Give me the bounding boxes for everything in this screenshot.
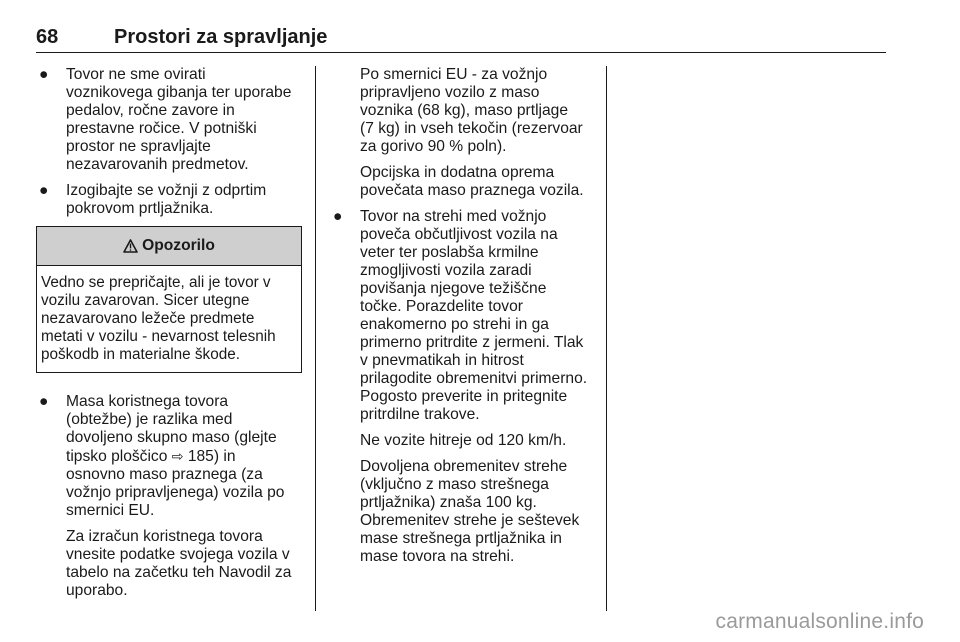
- bullet-item: [330, 208, 595, 424]
- paragraph: [330, 432, 595, 450]
- text-line: Masa koristnega tovora: [66, 393, 229, 410]
- text-line: prtljažnika) znaša 100 kg.: [360, 494, 537, 511]
- text-line: pritrdilne trakove.: [360, 406, 480, 423]
- text-line: poveča občutljivost vozila na: [360, 226, 558, 243]
- text-line: za gorivo 90 % poln).: [360, 138, 507, 155]
- bullet-text: [66, 66, 302, 174]
- text-line: metati v vozilu - nevarnost telesnih: [41, 328, 276, 345]
- bullet-item: [36, 182, 302, 218]
- chapter-title: Prostori za spravljanje: [114, 26, 328, 48]
- text-line: povečata maso praznega vozila.: [360, 182, 584, 199]
- bullet-item: [36, 393, 302, 520]
- text-line: pedalov, ročne zavore in: [66, 102, 235, 119]
- text-line: mase strešnega prtljažnika in: [360, 530, 562, 547]
- text-line: smernici EU.: [66, 502, 155, 519]
- text-line: uporabo.: [66, 582, 128, 599]
- bullet-item: [36, 66, 302, 174]
- text-line: vozilu zavarovan. Sicer utegne: [41, 292, 250, 309]
- text-line: voznika (68 kg), maso prtljage: [360, 102, 569, 119]
- text-line: Tovor ne sme ovirati: [66, 66, 206, 83]
- text-line: mase tovora na strehi.: [360, 548, 515, 565]
- reference-page-link[interactable]: 185: [187, 448, 214, 465]
- column-middle: [330, 66, 595, 574]
- text-line: Opcijska in dodatna oprema: [360, 164, 555, 181]
- text-line: enakomerno po strehi in ga: [360, 316, 549, 333]
- text-line: dovoljeno skupno maso (glejte: [66, 429, 277, 446]
- warning-box: [36, 226, 302, 373]
- text-line: Vedno se prepričajte, ali je tovor v: [41, 274, 271, 291]
- text-line: Izogibajte se vožnji z odprtim: [66, 182, 267, 199]
- paragraph: [360, 66, 595, 156]
- text-line: točke. Porazdelite tovor: [360, 298, 523, 315]
- column-divider: [315, 66, 316, 611]
- text-line: prestavne ročice. V potniški: [66, 120, 257, 137]
- text-line: osnovno maso praznega (za: [66, 466, 263, 483]
- page-header: [36, 26, 886, 53]
- text-line: vožnjo pripravljenega) vozila po: [66, 484, 285, 501]
- text-line: poškodb in materialne škode.: [41, 346, 240, 363]
- text-line: Po smernici EU - za vožnjo: [360, 66, 548, 83]
- text-line: nezavarovanih predmetov.: [66, 156, 249, 173]
- paragraph: [36, 528, 302, 600]
- text-line: pokrovom prtljažnika.: [66, 200, 214, 217]
- text-line: (obtežbe) je razlika med: [66, 411, 233, 428]
- text-line: pripravljeno vozilo z maso: [360, 84, 540, 101]
- warning-body: [37, 266, 301, 372]
- text-line: Za izračun koristnega tovora: [66, 528, 263, 545]
- text-line: nezavarovano ležeče predmete: [41, 310, 255, 327]
- text-line: vnesite podatke svojega vozila v: [66, 546, 290, 563]
- warning-triangle-icon: [123, 239, 138, 253]
- page-reference-arrow-icon: ⇨: [171, 448, 184, 464]
- warning-title: Opozorilo: [142, 237, 215, 254]
- page-number: 68: [36, 26, 59, 48]
- paragraph: [330, 458, 595, 566]
- text-line: (7 kg) in vseh tekočin (rezervoar: [360, 120, 583, 137]
- column-divider: [606, 66, 607, 611]
- text-line: tabelo na začetku teh Navodil za: [66, 564, 292, 581]
- reference-line: tipsko ploščico ⇨ 185) in: [66, 448, 236, 465]
- column-left: [36, 66, 302, 608]
- text-line: v pnevmatikah in hitrost: [360, 352, 524, 369]
- text-line: zmogljivosti vozila zaradi: [360, 262, 532, 279]
- text-line: povišanja njegove težiščne: [360, 280, 547, 297]
- text-line: Pogosto preverite in pritegnite: [360, 388, 568, 405]
- text-line: Ne vozite hitreje od 120 km/h.: [360, 432, 567, 449]
- text-line: prilagodite obremenitvi primerno.: [360, 370, 588, 387]
- text-line: voznikovega gibanja ter uporabe: [66, 84, 292, 101]
- text-line: veter ter poslabša krmilne: [360, 244, 539, 261]
- bullet-text: [360, 208, 595, 424]
- text-line: Obremenitev strehe je seštevek: [360, 512, 580, 529]
- bullet-text: [66, 182, 302, 218]
- bullet-dot: ●: [39, 182, 49, 199]
- bullet-dot: ●: [39, 393, 49, 410]
- bullet-dot: ●: [39, 66, 49, 83]
- text-line: Tovor na strehi med vožnjo: [360, 208, 547, 225]
- warning-header: [37, 227, 301, 266]
- bullet-dot: ●: [333, 208, 343, 225]
- text-line: primerno pritrdite z jermeni. Tlak: [360, 334, 584, 351]
- text-line: Dovoljena obremenitev strehe: [360, 458, 568, 475]
- bullet-text: [66, 393, 302, 520]
- text-line: prostor ne spravljajte: [66, 138, 211, 155]
- paragraph: [360, 164, 595, 200]
- text-line: (vključno z maso strešnega: [360, 476, 549, 493]
- watermark: carmanualsonline.info: [715, 610, 924, 633]
